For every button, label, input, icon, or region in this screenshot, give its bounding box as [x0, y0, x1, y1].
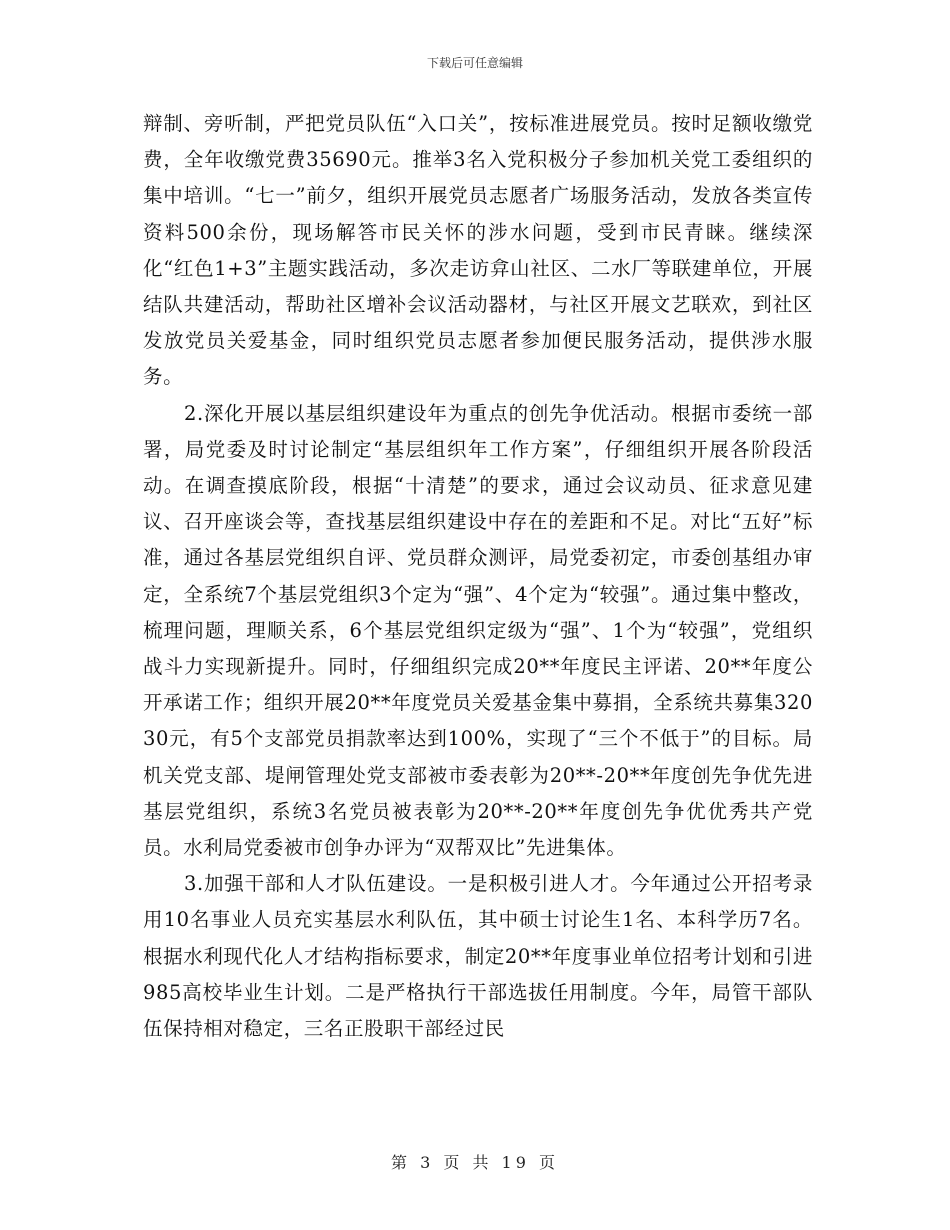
paragraph-continuation: 辩制、旁听制，严把党员队伍“入口关”，按标准进展党员。按时足额收缴党费，全年收缴党费35690元。推举3名入党积极分子参加机关党工委组织的集中培训。“七一”前夕，组织开展党员志愿者广场服务活动，发放各类宣传资料500余份，现场解答市民关怀的涉水问题，受到市民青睐。继续深化“红色1+3”主题实践活动，多次走访弇山社区、二水厂等联建单位，开展结队共建活动，帮助社区增补会议活动器材，与社区开展文艺联欢，到社区发放党员关爱基金，同时组织党员志愿者参加便民服务活动，提供涉水服务。	[143, 112, 813, 389]
paragraph-section-2: 2.深化开展以基层组织建设年为重点的创先争优活动。根据市委统一部署，局党委及时讨论制定“基层组织年工作方案”，仔细组织开展各阶段活动。在调查摸底阶段，根据“十清楚”的要求，通过会议动员、征求意见建议、召开座谈会等，查找基层组织建设中存在的差距和不足。对比“五好”标准，通过各基层党组织自评、党员群众测评，局党委初定，市委创基组办审定，全系统7个基层党组织3个定为“强”、4个定为“较强”。通过集中整改，梳理问题，理顺关系，6个基层党组织定级为“强”、1个为“较强”，党组织战斗力实现新提升。同时，仔细组织完成20**年度民主评诺、20**年度公开承诺工作；组织开展20**年度党员关爱基金集中募捐，全系统共募集32030元，有5个支部党员捐款率达到100%，实现了“三个不低于”的目标。局机关党支部、堤闸管理处党支部被市委表彰为20**-20**年度创先争优先进基层党组织，系统3名党员被表彰为20**-20**年度创先争优优秀共产党员。水利局党委被市创争办评为“双帮双比”先进集体。	[143, 401, 813, 860]
page-header-note: 下载后可任意编辑	[426, 56, 523, 70]
page-number-footer: 第 3 页 共 19 页	[391, 1153, 559, 1172]
document-body	[143, 106, 813, 1047]
paragraph-section-3: 3.加强干部和人才队伍建设。一是积极引进人才。今年通过公开招考录用10名事业人员充实基层水利队伍，其中硕士讨论生1名、本科学历7名。根据水利现代化人才结构指标要求，制定20**年度事业单位招考计划和引进985高校毕业生计划。二是严格执行干部选拔任用制度。今年，局管干部队伍保持相对稳定，三名正股职干部经过民	[143, 872, 813, 1041]
